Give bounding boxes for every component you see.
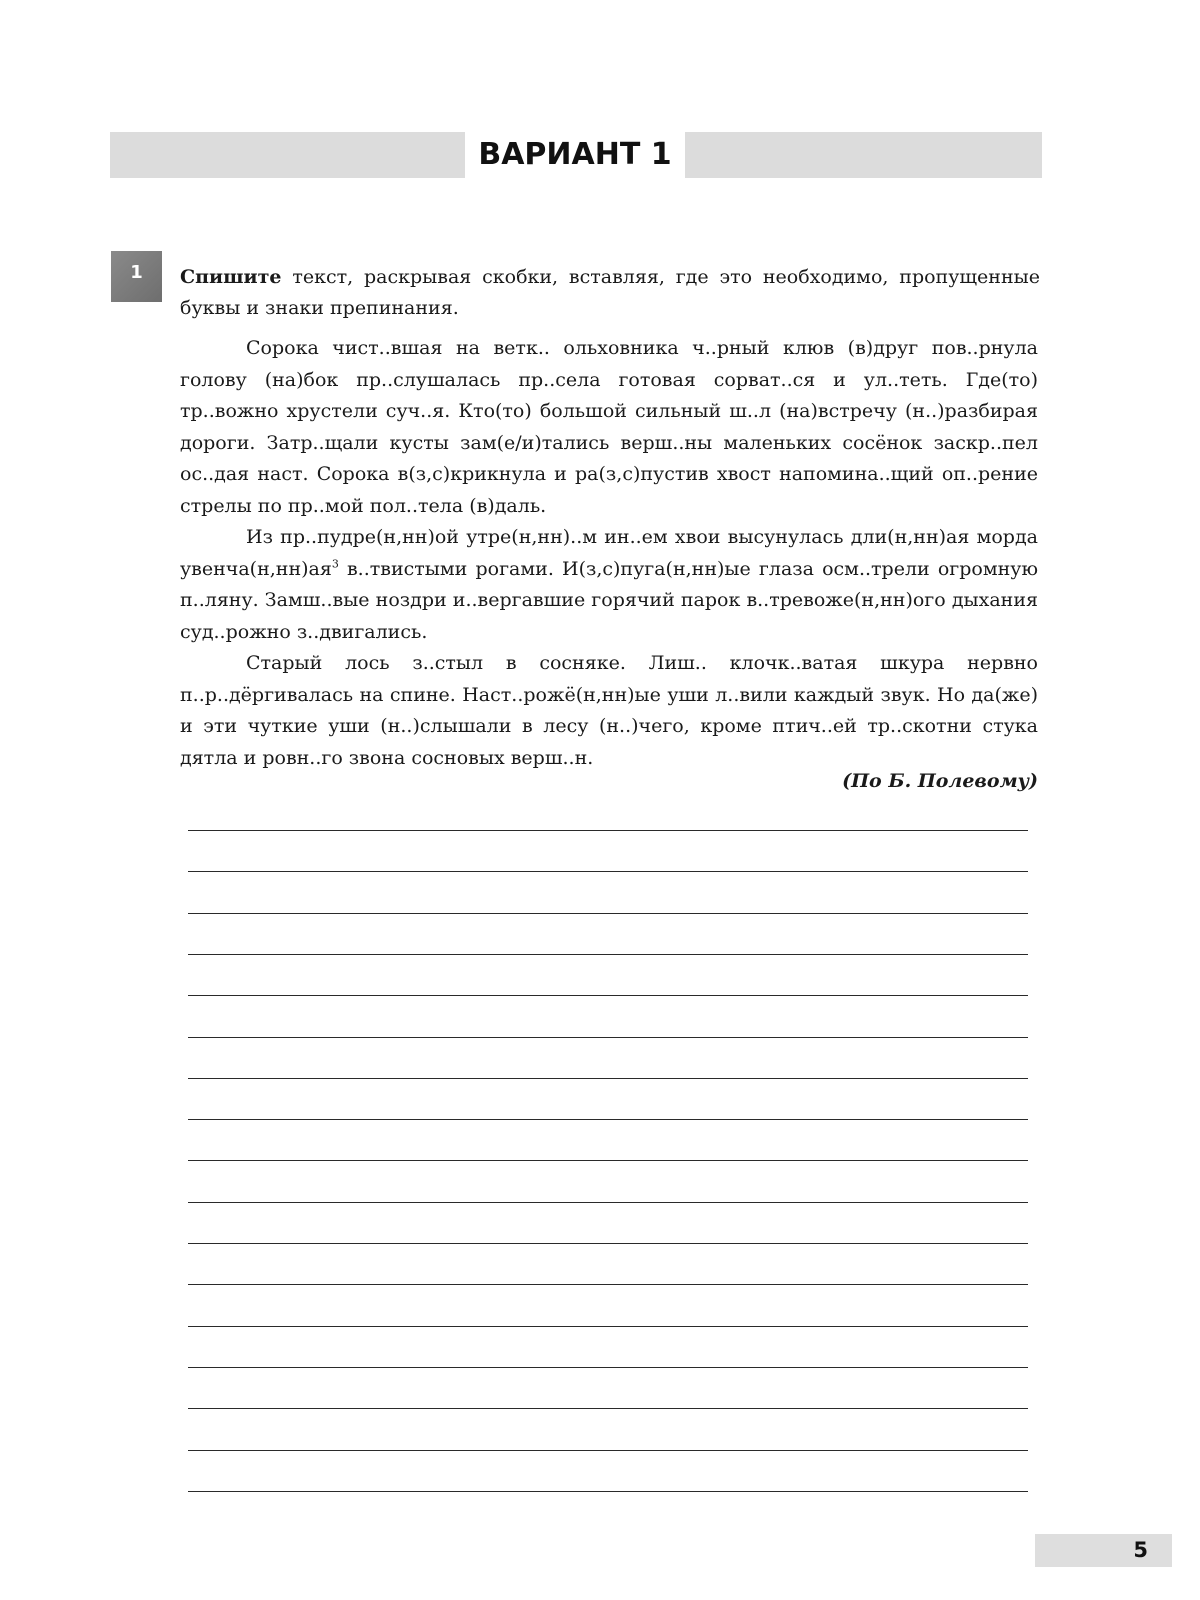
paragraph-3: Старый лось з..стыл в сосняке. Лиш.. клочк..ватая шкура нервно п..р..дёргивалась на спине. Наст..рожё(н,нн)ые уши л..вили каждый звук. Но да(же) и эти чуткие уши (н..)слышали в лесу (н..)чего, кроме птич..ей тр..скотни стука дятла и ровн..го звона сосновых верш..н. (180, 652, 1038, 769)
answer-line[interactable] (188, 1450, 1028, 1451)
paragraph-2-end: в..твистыми рогами. И(з,с)пуга(н,нн)ые глаза осм..трели огромную п..ляну. Замш..вые ноздри и..вергавшие горячий парок в..тревоже(н,нн)ого дыхания суд..рожно з..двигались. (180, 557, 1038, 643)
header-bar-left (110, 132, 465, 178)
answer-line[interactable] (188, 1202, 1028, 1203)
paragraph-2-start: Из пр..пудре(н,нн)ой утре(н,нн)..м ин..ем хвои высунулась дли(н,нн)ая морда увенча(н,нн)ая (180, 526, 1038, 580)
answer-line[interactable] (188, 871, 1028, 872)
answer-line[interactable] (188, 1160, 1028, 1161)
instruction-verb: Спишите (180, 266, 282, 288)
answer-line[interactable] (188, 1119, 1028, 1120)
answer-line[interactable] (188, 1078, 1028, 1079)
instruction-text: текст, раскрывая скобки, вставляя, где это необходимо, пропущенные буквы и знаки препинания. (180, 266, 1040, 319)
answer-line[interactable] (188, 1408, 1028, 1409)
paragraph-1: Сорока чист..вшая на ветк.. ольховника ч..рный клюв (в)друг пов..рнула голову (на)бок пр..слушалась пр..села готовая сорват..ся и ул..теть. Где(то) тр..вожно хрустели суч..я. Кто(то) большой сильный ш..л (на)встречу (н..)разбирая дороги. Затр..щали кусты зам(е/и)тались верш..ны маленьких сосёнок заскр..пел ос..дая наст. Сорока в(з,с)крикнула и ра(з,с)пустив хвост напомина..щий оп..рение стрелы по пр..мой пол..тела (в)даль. (180, 337, 1038, 517)
answer-line[interactable] (188, 1284, 1028, 1285)
task-instruction (180, 262, 1040, 324)
answer-line[interactable] (188, 1326, 1028, 1327)
answer-line[interactable] (188, 995, 1028, 996)
paragraph-2 (180, 522, 1038, 648)
answer-line[interactable] (188, 1491, 1028, 1492)
variant-title: ВАРИАНТ 1 (478, 137, 672, 172)
page-number: 5 (1035, 1534, 1172, 1567)
answer-line[interactable] (188, 913, 1028, 914)
task-number-badge: 1 (111, 251, 162, 302)
answer-line[interactable] (188, 1037, 1028, 1038)
variant-header (110, 132, 1042, 178)
answer-line[interactable] (188, 1243, 1028, 1244)
exercise-text (180, 333, 1038, 774)
answer-line[interactable] (188, 954, 1028, 955)
source-attribution: (По Б. Полевому) (842, 770, 1038, 792)
footnote-marker: 3 (331, 557, 339, 571)
answer-line[interactable] (188, 1367, 1028, 1368)
header-bar-right (685, 132, 1042, 178)
answer-line[interactable] (188, 830, 1028, 831)
